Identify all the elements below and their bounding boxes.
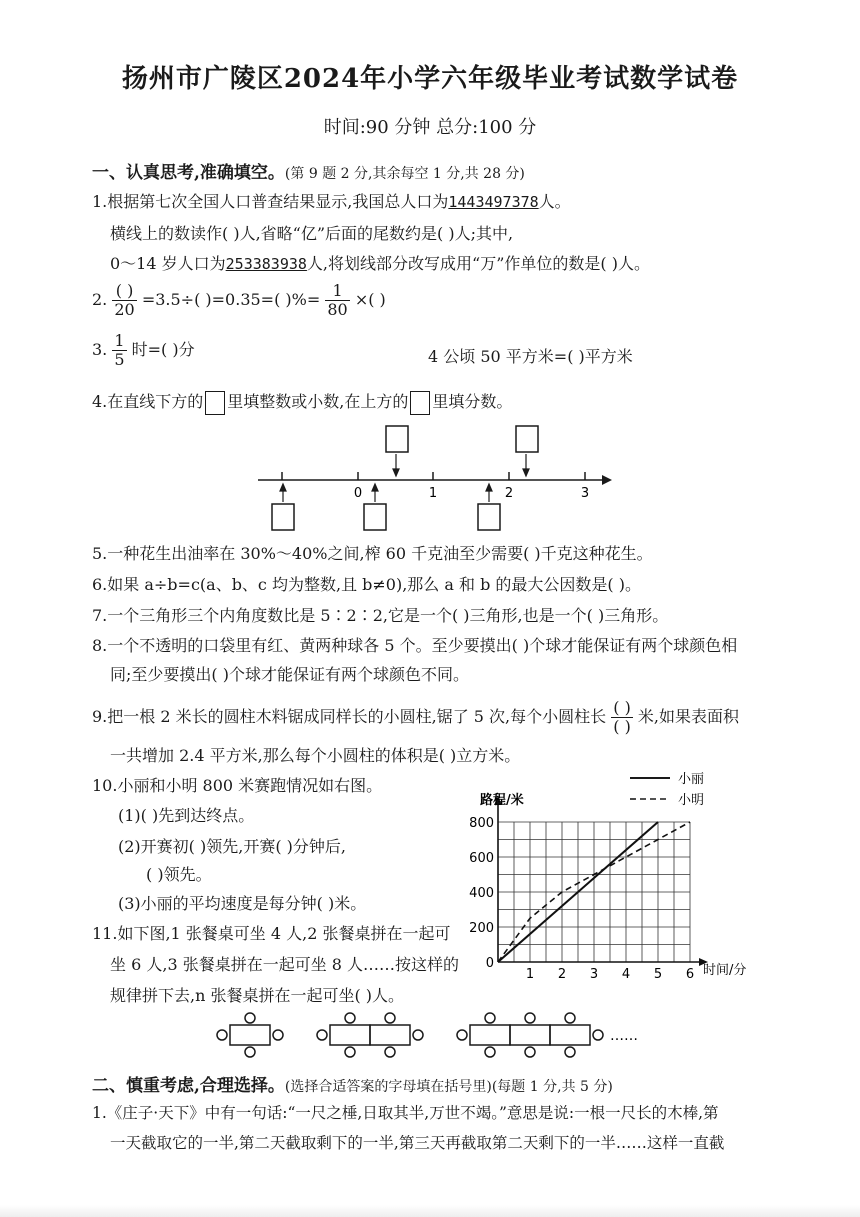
q6-line: 6.如果 a÷b=c(a、b、c 均为整数,且 b≠0),那么 a 和 b 的最大公因数是( )。 bbox=[92, 575, 642, 594]
table-rect bbox=[550, 1025, 590, 1045]
q1-line3: 0～14 岁人口为253383938人,将划线部分改写成用“万”作单位的数是( )人。 bbox=[110, 254, 650, 273]
section-1-heading: 一、认真思考,准确填空。(第 9 题 2 分,其余每空 1 分,共 28 分) bbox=[92, 163, 525, 183]
race-chart bbox=[440, 766, 770, 986]
answer-box-upper-2 bbox=[516, 426, 538, 452]
q1-line1: 1.根据第七次全国人口普查结果显示,我国总人口为1443497378人。 bbox=[92, 192, 571, 211]
tick-label: 2 bbox=[504, 486, 514, 501]
q10-line2: (1)( )先到达终点。 bbox=[118, 806, 255, 825]
arrow-right-icon bbox=[602, 475, 612, 485]
q2-fraction: $\frac{( )}{20}$ bbox=[114, 281, 135, 319]
seat-circle bbox=[245, 1013, 255, 1023]
q2-line: 2. $\frac{( )}{20}$ =3.5÷( )=0.35=( )%= $\frac{1}{80}$ ×( ) bbox=[92, 281, 386, 319]
q9-fraction: $\frac{( )}{( )}$ bbox=[613, 698, 631, 736]
q3-fraction: $\frac{1}{5}$ bbox=[114, 331, 125, 369]
section-1-note: (第 9 题 2 分,其余每空 1 分,共 28 分) bbox=[284, 166, 525, 182]
seat-circle bbox=[245, 1047, 255, 1057]
q1-child-population: 253383938 bbox=[225, 255, 307, 273]
number-line-figure bbox=[0, 418, 860, 533]
tick-label: 3 bbox=[580, 486, 590, 501]
page-title: 扬州市广陵区2024年小学六年级毕业考试数学试卷 bbox=[121, 64, 739, 94]
answer-box-lower-1 bbox=[272, 504, 294, 530]
q11-line2: 坐 6 人,3 张餐桌拼在一起可坐 8 人……按这样的 bbox=[110, 955, 460, 974]
answer-box-lower-2 bbox=[364, 504, 386, 530]
legend-label-xiaoli: 小丽 bbox=[678, 772, 705, 787]
y-tick-label: 200 bbox=[469, 921, 494, 936]
x-tick-label: 5 bbox=[653, 967, 663, 982]
table-rect bbox=[370, 1025, 410, 1045]
q5-line: 5.一种花生出油率在 30%～40%之间,榨 60 千克油至少需要( )千克这种花生。 bbox=[92, 544, 653, 563]
y-tick-label: 600 bbox=[469, 851, 494, 866]
q10-line3: (2)开赛初( )领先,开赛( )分钟后, bbox=[118, 837, 346, 856]
tables-ellipsis: …… bbox=[610, 1028, 638, 1044]
s2q1-line2: 一天截取它的一半,第二天截取剩下的一半,第三天再截取第二天剩下的一半……这样一直截 bbox=[110, 1134, 725, 1152]
table-rect bbox=[230, 1025, 270, 1045]
x-tick-label: 3 bbox=[589, 967, 599, 982]
table-rect bbox=[470, 1025, 510, 1045]
table-rect bbox=[510, 1025, 550, 1045]
answer-box-lower-3 bbox=[478, 504, 500, 530]
q9-line1: 9.把一根 2 米长的圆柱木料锯成同样长的小圆柱,锯了 5 次,每个小圆柱长 $\frac{( )}{( )}$ 米,如果表面积 bbox=[92, 698, 740, 736]
x-tick-label: 2 bbox=[557, 967, 567, 982]
q9-line2: 一共增加 2.4 平方米,那么每个小圆柱的体积是( )立方米。 bbox=[110, 746, 521, 765]
q10-line4: ( )领先。 bbox=[146, 865, 212, 884]
tick-label: 1 bbox=[428, 486, 438, 501]
q10-line1: 10.小丽和小明 800 米赛跑情况如右图。 bbox=[92, 776, 383, 795]
chart-axes bbox=[494, 796, 708, 966]
q1-population: 1443497378 bbox=[448, 193, 539, 211]
section-2-heading: 二、慎重考虑,合理选择。(选择合适答案的字母填在括号里)(每题 1 分,共 5 分) bbox=[92, 1076, 613, 1096]
answer-box-upper-1 bbox=[386, 426, 408, 452]
q7-line: 7.一个三角形三个内角度数比是 5∶2∶2,它是一个( )三角形,也是一个( )三角形。 bbox=[92, 606, 669, 625]
exam-info: 时间:90 分钟 总分:100 分 bbox=[323, 117, 537, 138]
q10-line5: (3)小丽的平均速度是每分钟( )米。 bbox=[118, 894, 367, 913]
s2q1-line1: 1.《庄子·天下》中有一句话:“一尺之棰,日取其半,万世不竭。”意思是说:一根一尺长的木棒,第 bbox=[92, 1104, 719, 1122]
x-axis-label: 时间/分 bbox=[703, 963, 747, 978]
seat-circle bbox=[273, 1030, 283, 1040]
tables-figure bbox=[200, 1010, 660, 1060]
page-bottom-edge bbox=[0, 1205, 860, 1217]
q3-line: 3. $\frac{1}{5}$ 时=( )分 bbox=[92, 331, 195, 369]
x-tick-label: 4 bbox=[621, 967, 631, 982]
tick-label: 0 bbox=[353, 486, 363, 501]
q2-fraction-2: $\frac{1}{80}$ bbox=[327, 281, 348, 319]
y-tick-label: 400 bbox=[469, 886, 494, 901]
x-tick-label: 1 bbox=[525, 967, 535, 982]
answer-box bbox=[410, 391, 430, 415]
seat-circle bbox=[217, 1030, 227, 1040]
q1-line2: 横线上的数读作( )人,省略“亿”后面的尾数约是( )人;其中, bbox=[110, 224, 514, 243]
y-tick-label: 0 bbox=[485, 956, 494, 971]
q8-line2: 同;至少要摸出( )个球才能保证有两个球颜色不同。 bbox=[110, 665, 469, 684]
q11-line1: 11.如下图,1 张餐桌可坐 4 人,2 张餐桌拼在一起可 bbox=[92, 924, 451, 943]
answer-box bbox=[205, 391, 225, 415]
legend-label-xiaoming: 小明 bbox=[678, 793, 705, 808]
y-axis-label: 路程/米 bbox=[480, 793, 524, 808]
x-tick-label: 6 bbox=[685, 967, 695, 982]
section-2-note: (选择合适答案的字母填在括号里)(每题 1 分,共 5 分) bbox=[284, 1079, 613, 1095]
chart-grid bbox=[498, 822, 690, 962]
q11-line3: 规律拼下去,n 张餐桌拼在一起可坐( )人。 bbox=[110, 986, 405, 1005]
q4-line: 4.在直线下方的 里填整数或小数,在上方的 里填分数。 bbox=[92, 389, 512, 415]
table-rect bbox=[330, 1025, 370, 1045]
q3-line-b: 4 公顷 50 平方米=( )平方米 bbox=[428, 347, 633, 366]
q8-line1: 8.一个不透明的口袋里有红、黄两种球各 5 个。至少要摸出( )个球才能保证有两个球颜色相 bbox=[92, 636, 738, 655]
y-tick-label: 800 bbox=[469, 816, 494, 831]
